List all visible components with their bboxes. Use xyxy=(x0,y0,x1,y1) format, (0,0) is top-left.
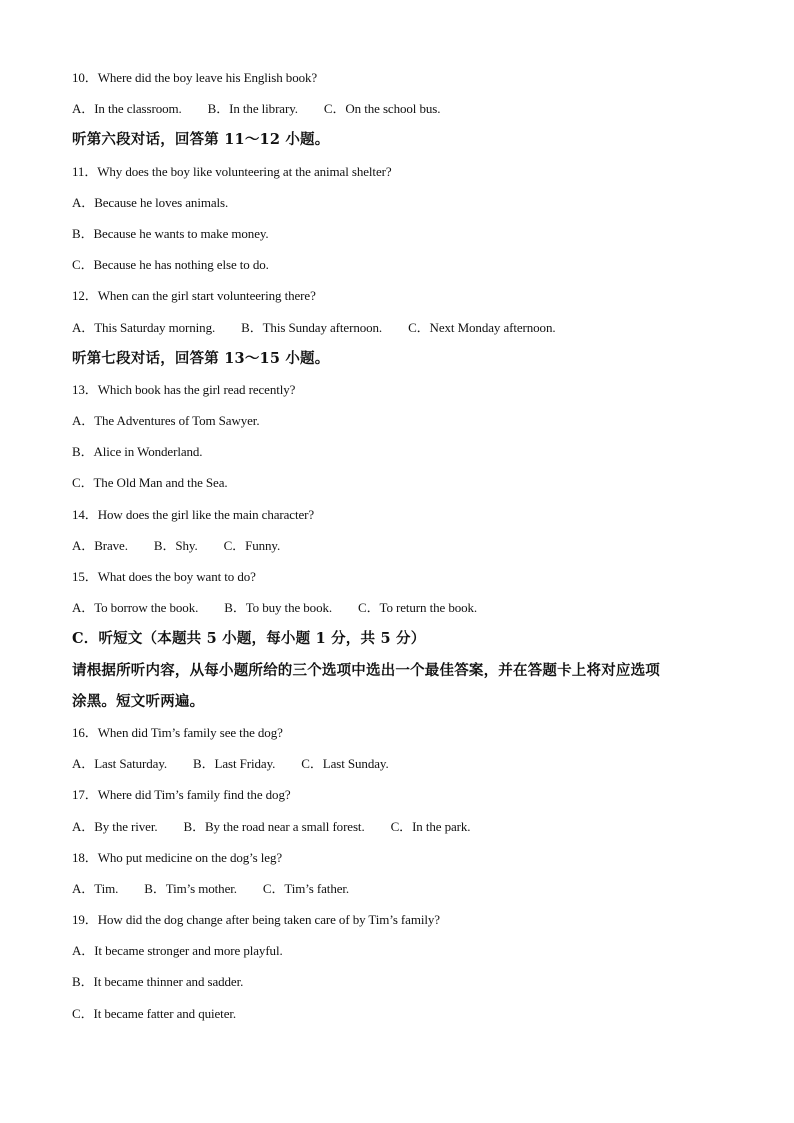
question-line: A．It became stronger and more playful. xyxy=(72,943,283,959)
question-line: A．Because he loves animals. xyxy=(72,194,229,210)
question-line: C．It became fatter and quieter. xyxy=(72,1005,237,1021)
section-heading: 涂黑。短文听两遍。 xyxy=(72,692,205,710)
question-line: 18．Who put medicine on the dog’s leg? xyxy=(72,849,283,865)
question-line: C．Because he has nothing else to do. xyxy=(72,257,269,273)
answer-option: A．To borrow the book. xyxy=(72,600,199,616)
answer-option: C．On the school bus. xyxy=(323,101,441,117)
answer-option: B．Last Friday. xyxy=(193,756,276,772)
question-line: A．The Adventures of Tom Sawyer. xyxy=(72,413,260,429)
question-line: 11．Why does the boy like volunteering at the animal shelter? xyxy=(72,163,392,179)
question-line: 15．What does the boy want to do? xyxy=(72,569,256,584)
answer-option: C．In the park. xyxy=(390,818,471,834)
question-line: 12．When can the girl start volunteering there? xyxy=(72,288,316,304)
question-line: B．It became thinner and sadder. xyxy=(72,974,244,990)
question-line: B．Because he wants to make money. xyxy=(72,225,269,241)
section-heading: 听第七段对话，回答第 13～15 小题。 xyxy=(72,349,330,367)
answer-option: B．In the library. xyxy=(207,101,298,117)
section-heading: 听第六段对话，回答第 11～12 小题。 xyxy=(72,131,330,149)
answer-option: A．Last Saturday. xyxy=(72,756,168,772)
question-line: 10．Where did the boy leave his English book? xyxy=(72,70,318,85)
section-heading: 请根据所听内容，从每小题所给的三个选项中选出一个最佳答案，并在答题卡上将对应选项 xyxy=(72,661,660,679)
answer-option: A．Tim. xyxy=(72,880,119,896)
question-line: C．The Old Man and the Sea. xyxy=(72,475,228,491)
question-line: 19．How did the dog change after being taken care of by Tim’s family? xyxy=(72,912,440,928)
answer-option: A．By the river. xyxy=(72,818,158,834)
answer-option: B．This Sunday afternoon. xyxy=(241,319,383,335)
question-line: 16．When did Tim’s family see the dog? xyxy=(72,724,283,740)
answer-option: B．Shy. xyxy=(153,537,198,553)
answer-options-row xyxy=(72,530,732,561)
answer-option: B．By the road near a small forest. xyxy=(183,818,365,834)
answer-option: C．To return the book. xyxy=(358,600,478,616)
answer-option: B．Tim’s mother. xyxy=(144,880,237,896)
answer-options-row xyxy=(72,592,732,623)
answer-option: A．Brave. xyxy=(72,537,128,553)
answer-options-row xyxy=(72,93,732,124)
question-line: 17．Where did Tim’s family find the dog? xyxy=(72,787,291,803)
question-line: 14．How does the girl like the main character? xyxy=(72,506,315,522)
answer-option: C．Next Monday afternoon. xyxy=(408,319,556,335)
question-line: B．Alice in Wonderland. xyxy=(72,444,203,460)
document-page xyxy=(72,62,732,1029)
answer-option: C．Tim’s father. xyxy=(262,880,350,896)
answer-option: A．In the classroom. xyxy=(72,101,182,117)
answer-options-row xyxy=(72,748,732,779)
question-line: 13．Which book has the girl read recently? xyxy=(72,381,296,397)
section-heading: C．听短文（本题共 5 小题，每小题 1 分，共 5 分） xyxy=(72,630,426,648)
answer-options-row xyxy=(72,811,732,842)
answer-options-row xyxy=(72,873,732,904)
answer-options-row xyxy=(72,312,732,343)
answer-option: C．Last Sunday. xyxy=(301,756,389,772)
answer-option: A．This Saturday morning. xyxy=(72,319,216,335)
answer-option: B．To buy the book. xyxy=(224,600,333,616)
question-list xyxy=(72,62,732,1029)
answer-option: C．Funny. xyxy=(223,537,281,553)
